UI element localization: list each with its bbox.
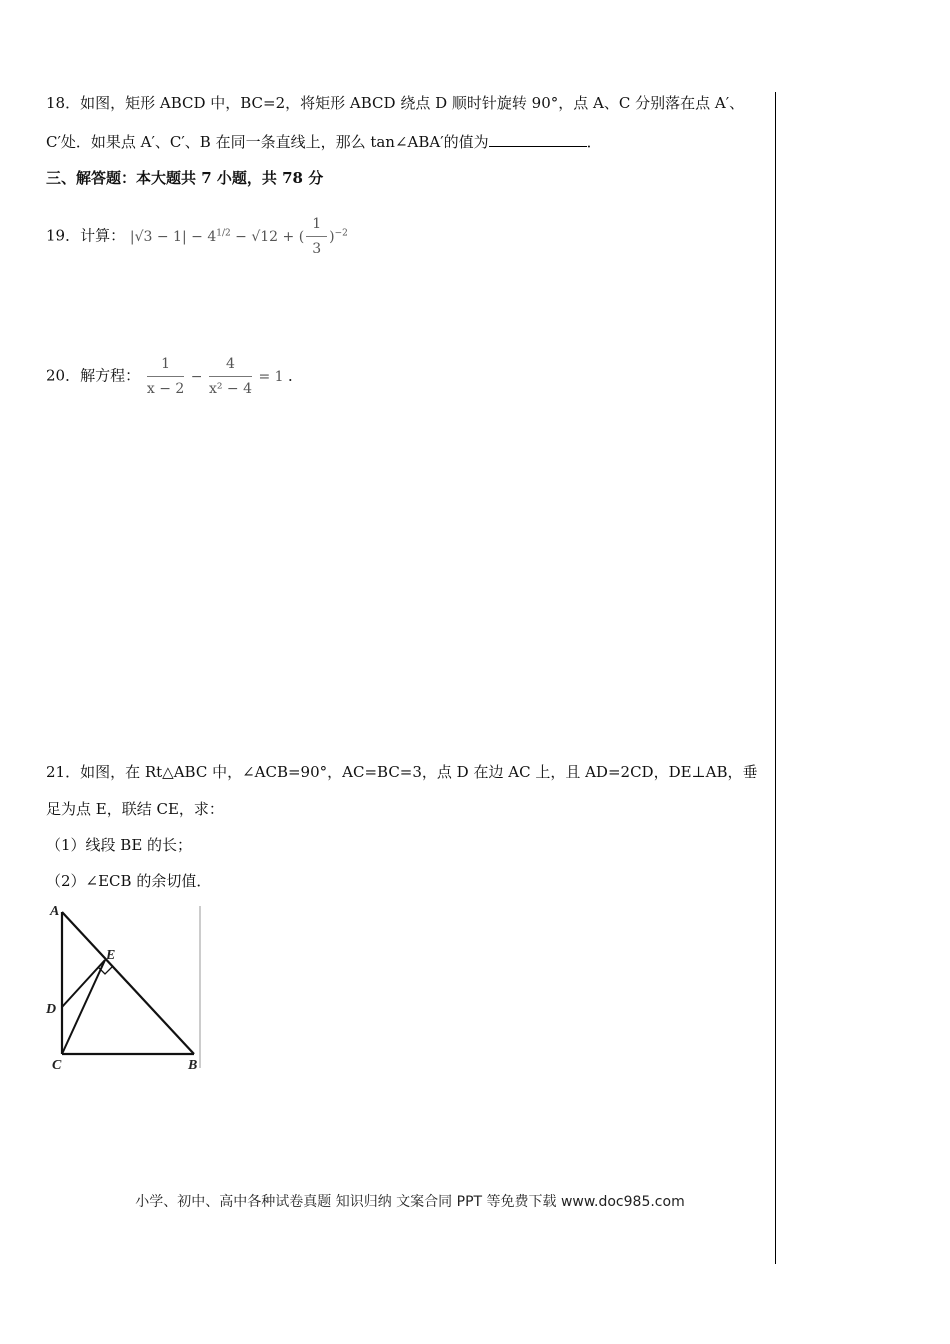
q19-exp1: 1/2 [216,227,231,238]
q20-f1-den: x − 2 [146,381,185,397]
q19-frac-den: 3 [312,241,322,257]
q18-line1: 18．如图，矩形 ABCD 中，BC=2，将矩形 ABCD 绕点 D 顺时针旋转 90°，点 A、C 分别落在点 A′、 [46,94,745,112]
q20-equation [145,356,288,397]
q21-part1: （1）线段 BE 的长； [46,836,193,854]
q18-answer-blank[interactable] [489,132,587,147]
q19-fraction [306,214,327,259]
q19 [46,214,348,259]
q19-exp2: −2 [334,227,348,238]
q21-line1: 21．如图，在 Rt△ABC 中，∠ACB=90°，AC=BC=3，点 D 在边 AC 上，且 AD=2CD，DE⊥AB，垂 [46,763,758,781]
q19-abs: |√3 − 1| [129,228,187,245]
q19-sqrt: − √12 + [230,228,299,245]
footer-text: 小学、初中、高中各种试卷真题 知识归纳 文案合同 PPT 等免费下载 www.doc985.com [135,1194,685,1210]
q19-frac-num: 1 [306,214,327,237]
q20-fraction-1 [147,354,184,399]
q20-label: 20．解方程： [46,366,141,385]
label-a: A [50,904,60,919]
q18-line2-end: ． [586,133,602,151]
q21-part2: （2）∠ECB 的余切值． [46,872,212,890]
segment-ab [62,912,194,1054]
q20-fraction-2 [209,354,252,399]
q20-end: ． [288,366,304,385]
q20-f2-num: 4 [209,354,252,377]
q21-line2: 足为点 E，联结 CE，求： [46,800,224,818]
segment-ce [62,960,105,1054]
q20-f1-num: 1 [147,354,184,377]
section-3-title: 三、解答题：本大题共 7 小题，共 78 分 [46,169,324,187]
label-e: E [106,948,116,963]
q18-line2-text: C′处．如果点 A′、C′、B 在同一条直线上，那么 tan∠ABA′的值为 [46,133,489,151]
q19-mid: − 4 [186,228,217,245]
label-d: D [46,1002,57,1017]
q20-minus: − [190,368,203,385]
q19-label: 19．计算： [46,226,126,245]
q20 [46,354,303,399]
page-margin-line [775,92,776,1264]
q20-f2-den: x² − 4 [208,381,252,397]
q19-expression: $|√3 - 1| - 4^{1/2} - √12$ + ( $\frac{1}{3}$ )$^{-2}$ [129,216,348,257]
label-c: C [52,1058,62,1073]
q18-line2 [46,132,602,152]
q21-triangle-figure [42,900,212,1075]
q20-rhs: = 1 [258,368,284,385]
label-b: B [188,1058,198,1073]
